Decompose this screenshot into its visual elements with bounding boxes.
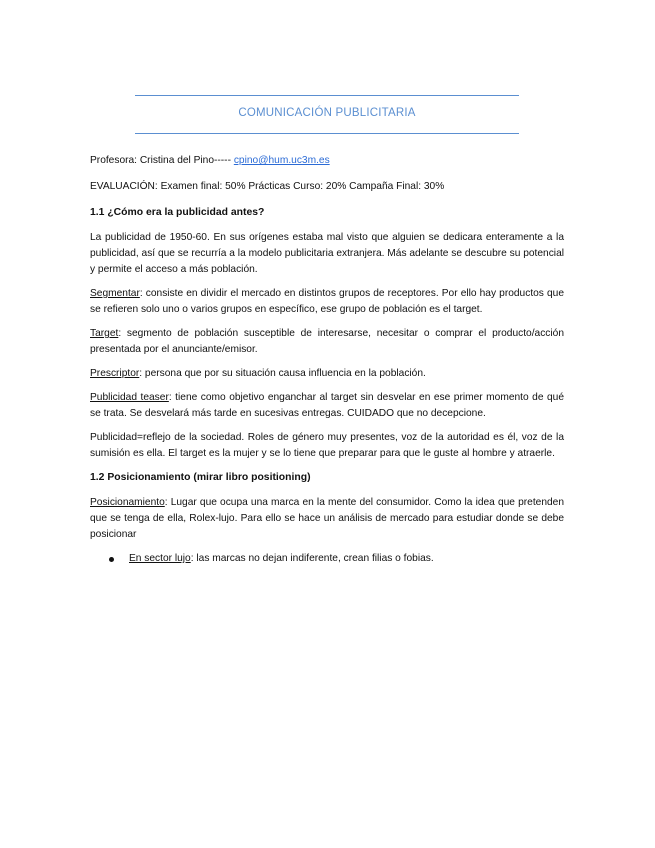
target-term: Target bbox=[90, 328, 119, 339]
segmentar-term: Segmentar bbox=[90, 288, 140, 299]
document-body bbox=[90, 153, 564, 567]
bullet-text: : las marcas no dejan indiferente, crean filias o fobias. bbox=[190, 553, 434, 564]
teaser-definition: : tiene como objetivo enganchar al target sin desvelar en ese primer momento de qué se trata. Se desvelará más tarde en sucesivas entregas. CUIDADO que no decepcione. bbox=[90, 392, 564, 419]
prescriptor-term: Prescriptor bbox=[90, 368, 140, 379]
list-item bbox=[90, 551, 564, 567]
segmentar-definition: : consiste en dividir el mercado en distintos grupos de receptores. Por ello hay productos que se refieren solo uno o varios grupos en específico, ese grupo de población es el target. bbox=[90, 288, 564, 315]
section-1-heading: 1.1 ¿Cómo era la publicidad antes? bbox=[90, 207, 265, 218]
professor-line bbox=[90, 153, 564, 169]
prescriptor-paragraph bbox=[90, 366, 564, 382]
professor-label: Profesora: Cristina del Pino----- bbox=[90, 155, 231, 166]
reflejo-paragraph: Publicidad=reflejo de la sociedad. Roles de género muy presentes, voz de la autoridad es él, voz de la sumisión es ella. El target es la mujer y se lo tiene que preparar para que le guste al hombre y atraerle. bbox=[90, 432, 564, 459]
bullet-list bbox=[90, 551, 564, 567]
teaser-term: Publicidad teaser bbox=[90, 392, 169, 403]
target-definition: : segmento de población susceptible de interesarse, necesitar o comprar el producto/acción presentada por el anunciante/emisor. bbox=[90, 328, 564, 355]
title-bottom-rule bbox=[135, 133, 519, 134]
email-link[interactable]: cpino@hum.uc3m.es bbox=[233, 155, 330, 166]
section-2-heading: 1.2 Posicionamiento (mirar libro positioning) bbox=[90, 472, 311, 483]
posicionamiento-paragraph bbox=[90, 495, 564, 543]
target-paragraph bbox=[90, 326, 564, 358]
bullet-icon bbox=[109, 557, 114, 562]
title-top-rule bbox=[135, 95, 519, 96]
segmentar-paragraph bbox=[90, 286, 564, 318]
bullet-term: En sector lujo bbox=[129, 553, 191, 564]
evaluation-line: EVALUACIÓN: Examen final: 50% Prácticas Curso: 20% Campaña Final: 30% bbox=[90, 181, 445, 192]
posicionamiento-definition: : Lugar que ocupa una marca en la mente del consumidor. Como la idea que pretenden que se tenga de ella, Rolex-lujo. Para ello se hace un análisis de mercado para estudiar donde se debe posicionar bbox=[90, 497, 564, 540]
posicionamiento-term: Posicionamiento bbox=[90, 497, 165, 508]
intro-paragraph: La publicidad de 1950-60. En sus orígenes estaba mal visto que alguien se dedicara enteramente a la publicidad, así que se recurría a la modelo publicitaria extranjera. Más adelante se descubre su potencial y permite el acceso a más población. bbox=[90, 232, 564, 275]
document-title: COMUNICACIÓN PUBLICITARIA bbox=[238, 107, 416, 119]
teaser-paragraph bbox=[90, 390, 564, 422]
prescriptor-definition: : persona que por su situación causa influencia en la población. bbox=[139, 368, 426, 379]
